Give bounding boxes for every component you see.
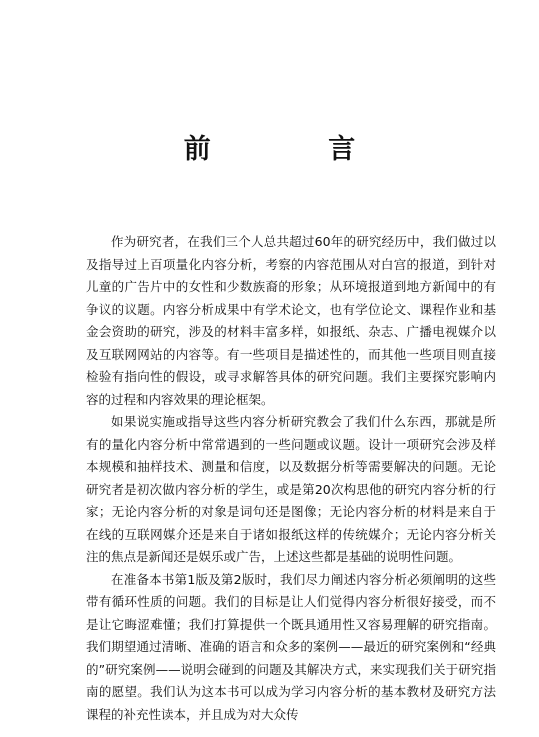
paragraph: 作为研究者，在我们三个人总共超过60年的研究经历中，我们做过以及指导过上百项量化内容分析，考察的内容范围从对白宫的报道，到针对儿童的广告片中的女性和少数族裔的形象；从环境报道到地方新闻中的有争议的议题。内容分析成果中有学术论文，也有学位论文、课程作业和基金会资助的研究，涉及的材料丰富多样，如报纸、杂志、广播电视媒介以及互联网网站的内容等。有一些项目是描述性的，而其他一些项目则直接检验有指向性的假设，或寻求解答具体的研究问题。我们主要探究影响内容的过程和内容效果的理论框架。 (86, 234, 496, 407)
preface-body (86, 231, 496, 726)
paragraph: 如果说实施或指导这些内容分析研究教会了我们什么东西，那就是所有的量化内容分析中常常遇到的一些问题或议题。设计一项研究会涉及样本规模和抽样技术、测量和信度，以及数据分析等需要解决的问题。无论研究者是初次做内容分析的学生，或是第20次构思他的研究内容分析的行家；无论内容分析的对象是词句还是图像；无论内容分析的材料是来自于在线的互联网媒介还是来自于诸如报纸这样的传统媒介；无论内容分析关注的焦点是新闻还是娱乐或广告，上述这些都是基础的说明性问题。 (86, 414, 496, 564)
page-title: 前 言 (183, 134, 410, 165)
paragraph: 在准备本书第1版及第2版时，我们尽力阐述内容分析必须阐明的这些带有循环性质的问题。我们的目标是让人们觉得内容分析很好接受，而不是让它晦涩难懂；我们打算提供一个既具通用性又容易理解的研究指南。我们期望通过清晰、准确的语言和众多的案例——最近的研究案例和“经典的”研究案例——说明会碰到的问题及其解决方式，来实现我们关于研究指南的愿望。我们认为这本书可以成为学习内容分析的基本教材及研究方法课程的补充性读本，并且成为对大众传 (86, 571, 496, 722)
